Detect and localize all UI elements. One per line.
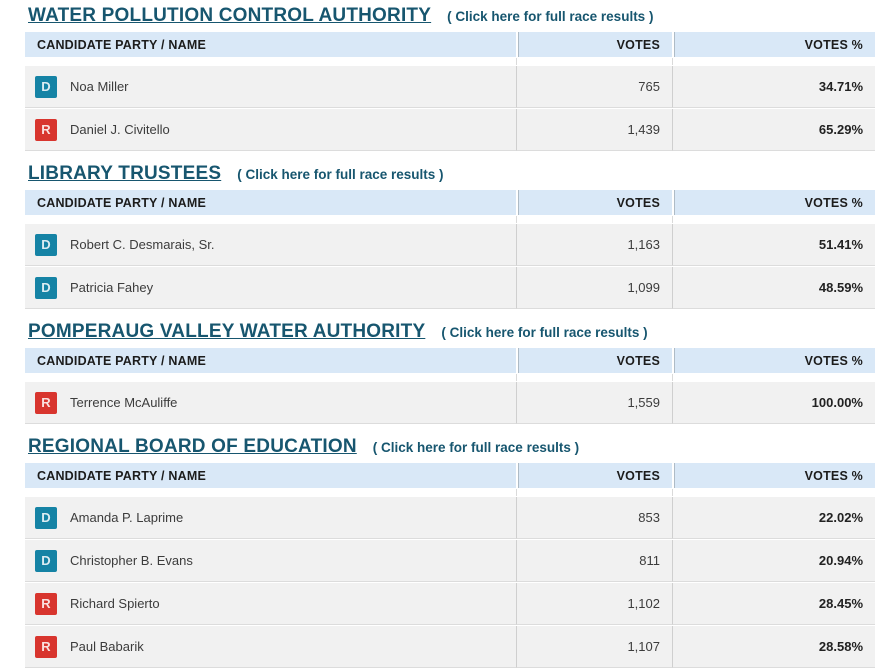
votes-pct-cell: 48.59%: [672, 267, 875, 309]
votes-pct-cell: 100.00%: [672, 382, 875, 424]
full-results-link[interactable]: ( Click here for full race results ): [447, 9, 654, 24]
candidate-name: Paul Babarik: [70, 639, 144, 654]
table-row: [25, 382, 875, 424]
race-title-link[interactable]: LIBRARY TRUSTEES: [28, 163, 222, 184]
candidate-name: Christopher B. Evans: [70, 553, 193, 568]
column-header-votes-pct: VOTES %: [672, 463, 875, 488]
candidate-name: Daniel J. Civitello: [70, 122, 170, 137]
full-results-link[interactable]: ( Click here for full race results ): [237, 167, 444, 182]
column-header-votes: VOTES: [516, 348, 672, 373]
column-header-votes-pct: VOTES %: [672, 190, 875, 215]
table-row: [25, 626, 875, 668]
spacer-row: [25, 58, 875, 65]
column-header-candidate: CANDIDATE PARTY / NAME: [25, 463, 516, 488]
party-badge-democrat: D: [35, 550, 57, 572]
race-section-water-pollution: [25, 5, 875, 152]
party-badge-republican: R: [35, 636, 57, 658]
column-header-votes-pct: VOTES %: [672, 32, 875, 57]
candidate-cell: [25, 583, 516, 625]
race-section-header: [28, 436, 875, 458]
table-header-row: [25, 463, 875, 488]
candidate-name: Robert C. Desmarais, Sr.: [70, 237, 215, 252]
race-title-link[interactable]: WATER POLLUTION CONTROL AUTHORITY: [28, 5, 432, 26]
table-header-row: [25, 190, 875, 215]
column-header-candidate: CANDIDATE PARTY / NAME: [25, 348, 516, 373]
party-badge-democrat: D: [35, 76, 57, 98]
table-header-row: [25, 32, 875, 57]
full-results-link[interactable]: ( Click here for full race results ): [372, 440, 580, 455]
table-row: [25, 267, 875, 309]
race-section-header: [28, 5, 875, 27]
race-section-regional-board-education: [25, 436, 875, 669]
votes-cell: 765: [516, 66, 672, 108]
candidate-cell: [25, 66, 516, 108]
party-badge-republican: R: [35, 593, 57, 615]
spacer-row: [25, 374, 875, 381]
table-row: [25, 66, 875, 108]
votes-pct-cell: 28.58%: [672, 626, 875, 668]
party-badge-republican: R: [35, 392, 57, 414]
table-header-row: [25, 348, 875, 373]
votes-cell: 853: [516, 497, 672, 539]
column-header-votes: VOTES: [516, 463, 672, 488]
race-title-link[interactable]: REGIONAL BOARD OF EDUCATION: [28, 436, 357, 457]
column-header-votes: VOTES: [516, 32, 672, 57]
race-section-library-trustees: [25, 163, 875, 310]
party-badge-democrat: D: [35, 507, 57, 529]
candidate-name: Amanda P. Laprime: [70, 510, 184, 525]
results-table: [25, 31, 875, 152]
table-row: [25, 540, 875, 582]
candidate-cell: [25, 109, 516, 151]
full-results-link[interactable]: ( Click here for full race results ): [441, 325, 648, 340]
votes-cell: 1,439: [516, 109, 672, 151]
results-table: [25, 462, 875, 669]
votes-cell: 1,102: [516, 583, 672, 625]
votes-pct-cell: 34.71%: [672, 66, 875, 108]
race-title-link[interactable]: POMPERAUG VALLEY WATER AUTHORITY: [28, 321, 426, 342]
candidate-cell: [25, 497, 516, 539]
votes-cell: 1,107: [516, 626, 672, 668]
candidate-cell: [25, 626, 516, 668]
votes-pct-cell: 20.94%: [672, 540, 875, 582]
spacer-row: [25, 216, 875, 223]
candidate-name: Noa Miller: [70, 79, 129, 94]
candidate-cell: [25, 540, 516, 582]
column-header-candidate: CANDIDATE PARTY / NAME: [25, 190, 516, 215]
candidate-cell: [25, 382, 516, 424]
table-row: [25, 583, 875, 625]
spacer-row: [25, 489, 875, 496]
candidate-name: Patricia Fahey: [70, 280, 154, 295]
column-header-votes-pct: VOTES %: [672, 348, 875, 373]
candidate-cell: [25, 224, 516, 266]
candidate-name: Richard Spierto: [70, 596, 160, 611]
candidate-name: Terrence McAuliffe: [70, 395, 178, 410]
party-badge-republican: R: [35, 119, 57, 141]
race-section-header: [28, 321, 875, 343]
votes-cell: 1,163: [516, 224, 672, 266]
party-badge-democrat: D: [35, 234, 57, 256]
votes-cell: 1,559: [516, 382, 672, 424]
votes-pct-cell: 51.41%: [672, 224, 875, 266]
table-row: [25, 109, 875, 151]
race-section-pomperaug-water: [25, 321, 875, 425]
votes-pct-cell: 22.02%: [672, 497, 875, 539]
table-row: [25, 224, 875, 266]
results-table: [25, 189, 875, 310]
race-section-header: [28, 163, 875, 185]
votes-cell: 811: [516, 540, 672, 582]
votes-pct-cell: 65.29%: [672, 109, 875, 151]
table-row: [25, 497, 875, 539]
candidate-cell: [25, 267, 516, 309]
party-badge-democrat: D: [35, 277, 57, 299]
column-header-votes: VOTES: [516, 190, 672, 215]
votes-pct-cell: 28.45%: [672, 583, 875, 625]
column-header-candidate: CANDIDATE PARTY / NAME: [25, 32, 516, 57]
votes-cell: 1,099: [516, 267, 672, 309]
results-table: [25, 347, 875, 425]
